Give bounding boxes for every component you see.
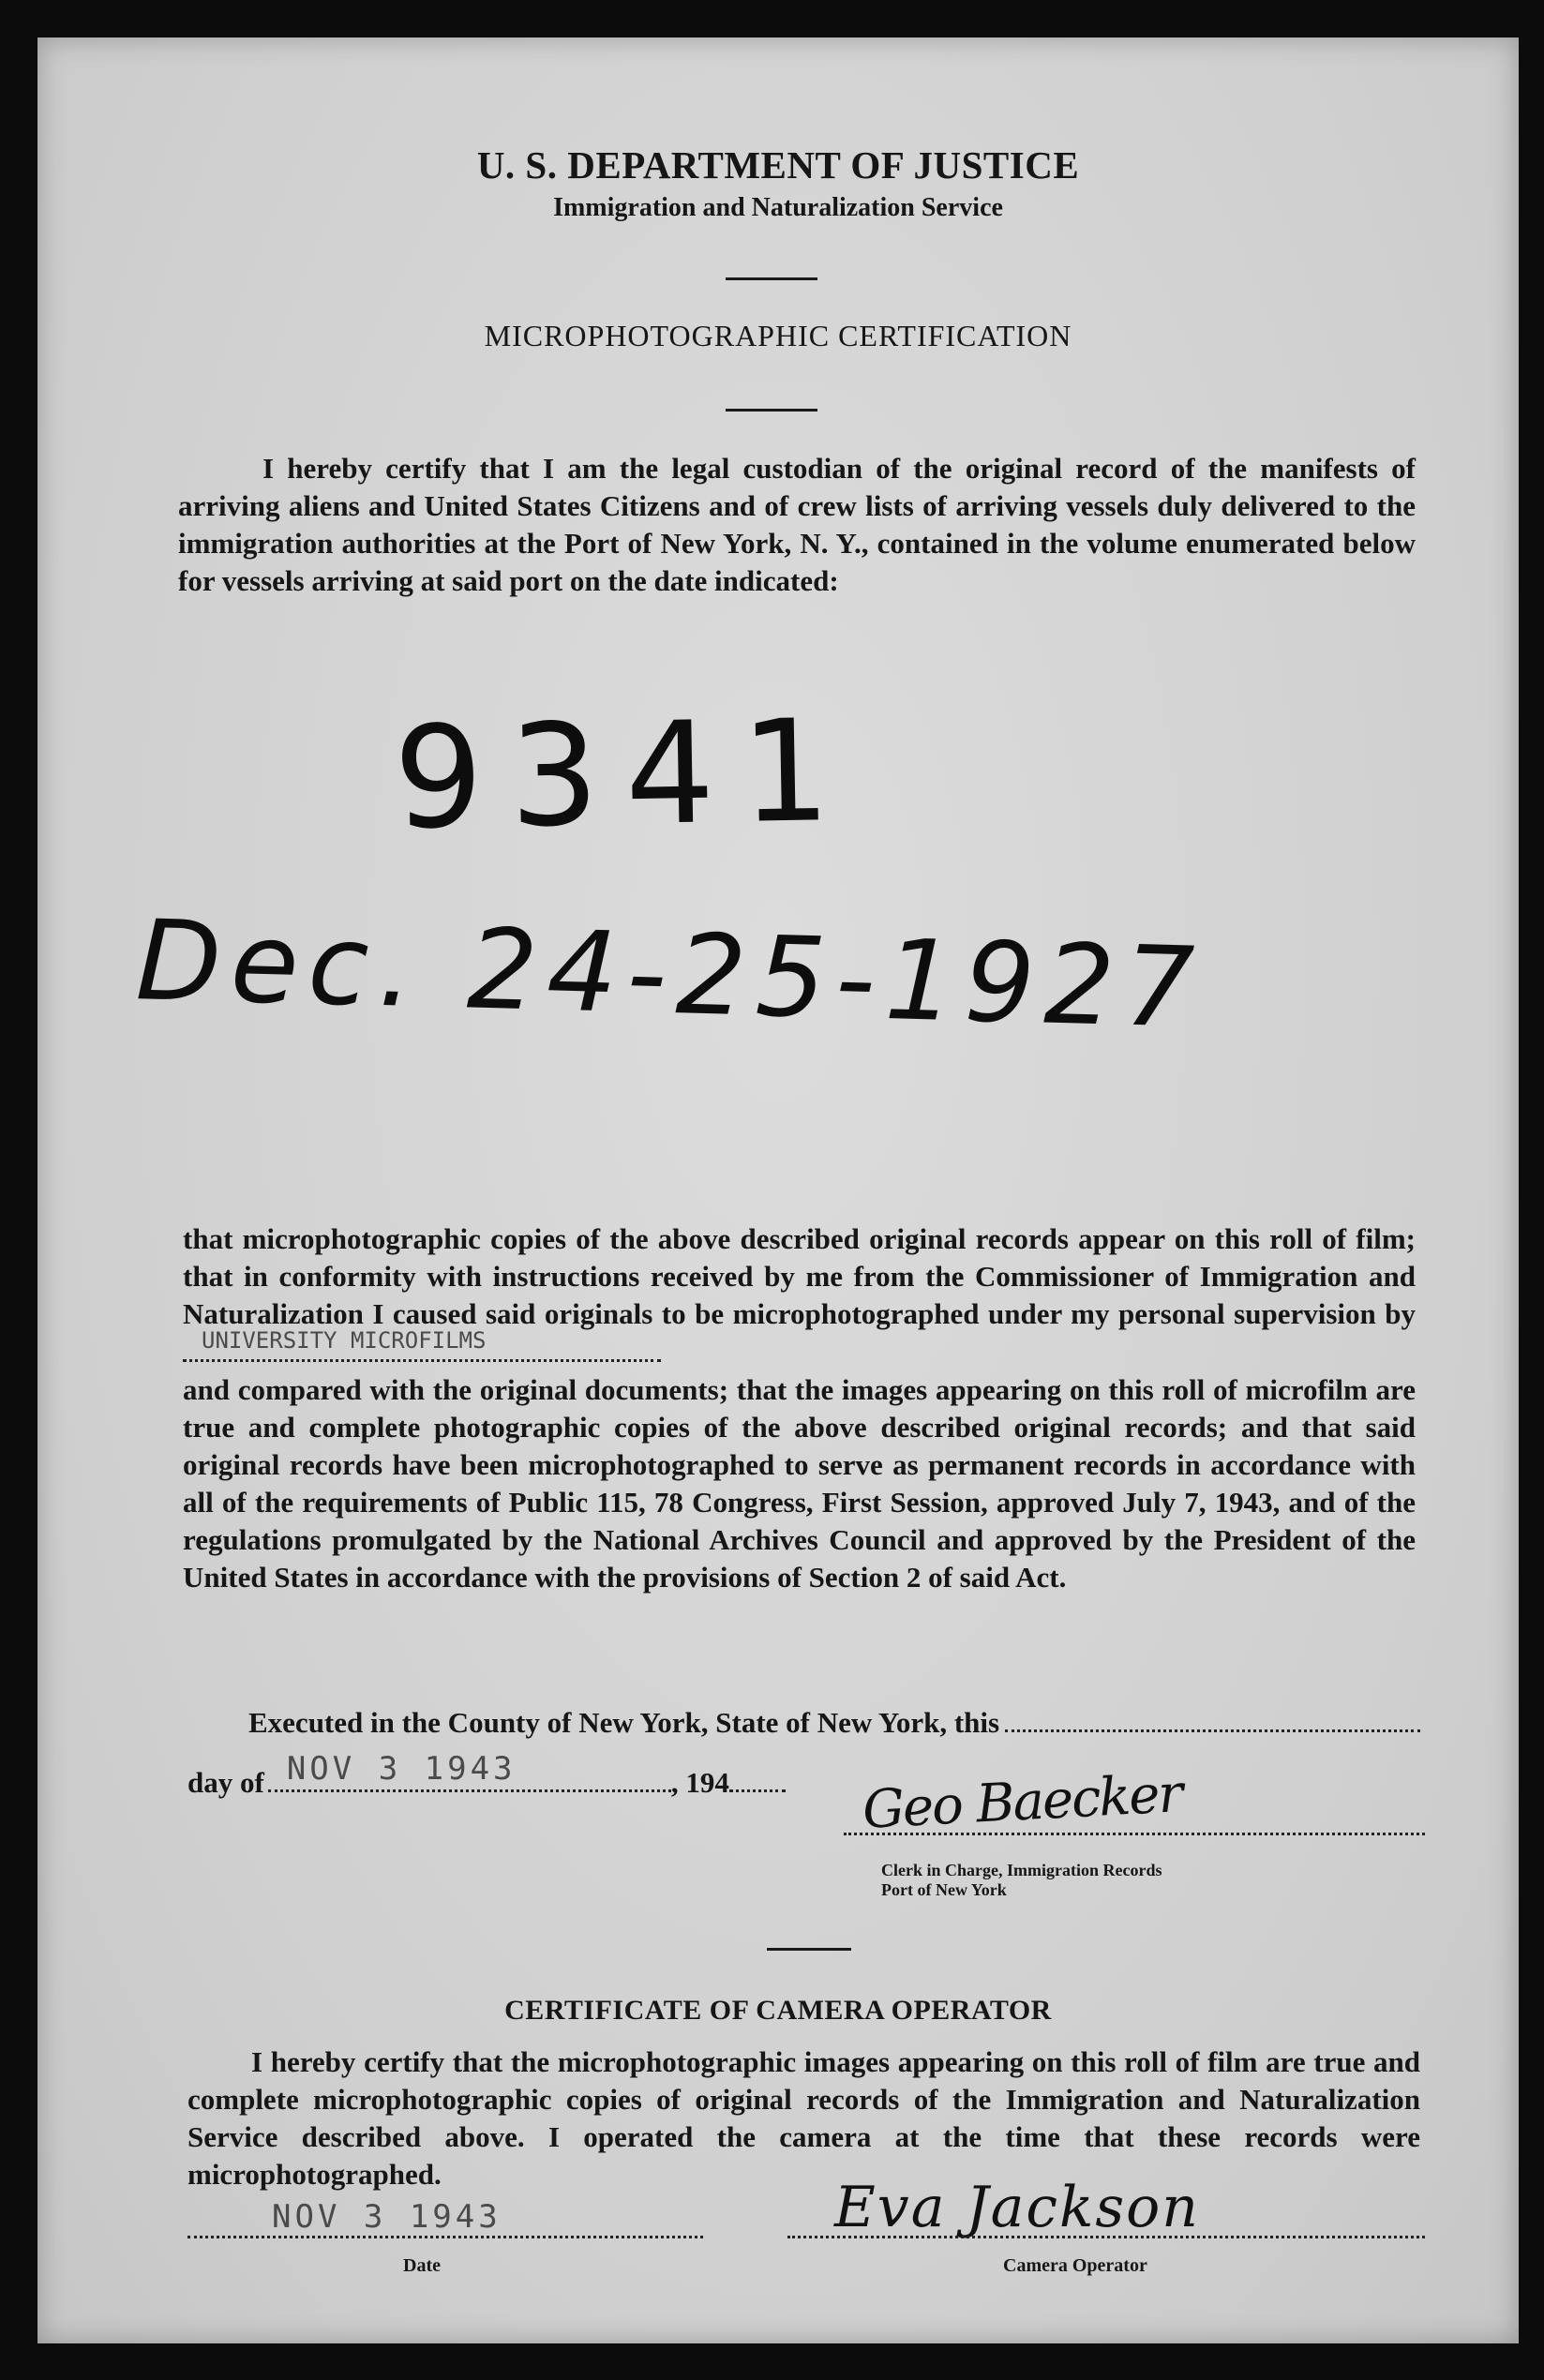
executed-text: Executed in the County of New York, State of New York, this: [248, 1706, 1000, 1739]
camera-certificate-title: CERTIFICATE OF CAMERA OPERATOR: [504, 1995, 1052, 2026]
divider: [726, 277, 817, 280]
certification-title: MICROPHOTOGRAPHIC CERTIFICATION: [484, 319, 1072, 352]
filmed-by-line: [183, 1327, 661, 1362]
department-heading: U. S. DEPARTMENT OF JUSTICE: [476, 143, 1080, 187]
day-of-label: day of: [187, 1766, 264, 1799]
year-blank: [729, 1769, 786, 1792]
clerk-title-line-1: Clerk in Charge, Immigration Records: [881, 1861, 1162, 1879]
day-of-line: [187, 1750, 786, 1800]
divider: [767, 1948, 851, 1951]
camera-certificate-text: [187, 2043, 1420, 2193]
handwritten-roll-number: 9341: [392, 689, 859, 861]
clerk-signature-line: [844, 1833, 1425, 1835]
clerk-title: [881, 1861, 1162, 1900]
executed-blank: [1005, 1709, 1420, 1732]
certification-intro: [178, 450, 1416, 600]
date-label: Date: [403, 2255, 441, 2276]
day-of-blank: [268, 1750, 671, 1792]
clerk-signature: Geo Baecker: [861, 1763, 1183, 1841]
certification-body: [183, 1220, 1416, 1596]
camera-text: I hereby certify that the microphotographic images appearing on this roll of film are true and complete microphotographic copies of original records of the Immigration and Naturalization Service described above. I operated the camera at the time that these records were microphotographed.: [187, 2045, 1420, 2191]
camera-date-stamp: NOV 3 1943: [272, 2198, 502, 2236]
year-prefix: , 194: [670, 1766, 729, 1799]
operator-signature: Eva Jackson: [834, 2175, 1200, 2240]
day-of-stamp: NOV 3 1943: [286, 1750, 517, 1788]
filmed-by-stamp: UNIVERSITY MICROFILMS: [202, 1327, 487, 1354]
certificate-sheet: [37, 37, 1519, 2343]
intro-text: I hereby certify that I am the legal custodian of the original record of the manifests of arriving aliens and United States Citizens and of crew lists of arriving vessels duly delivered to the immigration authorities at the Port of New York, N. Y., contained in the volume enumerated below for vessels arriving at said port on the date indicated:: [178, 452, 1416, 597]
executed-line: [248, 1706, 1420, 1740]
service-subheading: Immigration and Naturalization Service: [553, 193, 1003, 222]
handwritten-roll-dates: Dec. 24-25-1927: [134, 895, 1206, 1053]
divider: [726, 409, 817, 412]
operator-label: Camera Operator: [1003, 2255, 1147, 2276]
body-text-b: and compared with the original documents; that the images appearing on this roll of microfilm are true and complete photographic copies of the above described original records; and that said original records have been microphotographed to serve as permanent records in accordance with all of the requirements of Public 115, 78 Congress, First Session, approved July 7, 1943, and of the regulations promulgated by the National Archives Council and approved by the President of the United States in accordance with the provisions of Section 2 of said Act.: [183, 1373, 1416, 1594]
date-line: [187, 2236, 703, 2238]
operator-signature-line: [787, 2236, 1425, 2238]
clerk-title-line-2: Port of New York: [881, 1880, 1007, 1899]
body-text-a: that microphotographic copies of the above described original records appear on this roll of film; that in conformity with instructions received by me from the Commissioner of Immigration and Naturalization I caused said originals to be microphotographed under my personal supervision by: [183, 1222, 1416, 1330]
